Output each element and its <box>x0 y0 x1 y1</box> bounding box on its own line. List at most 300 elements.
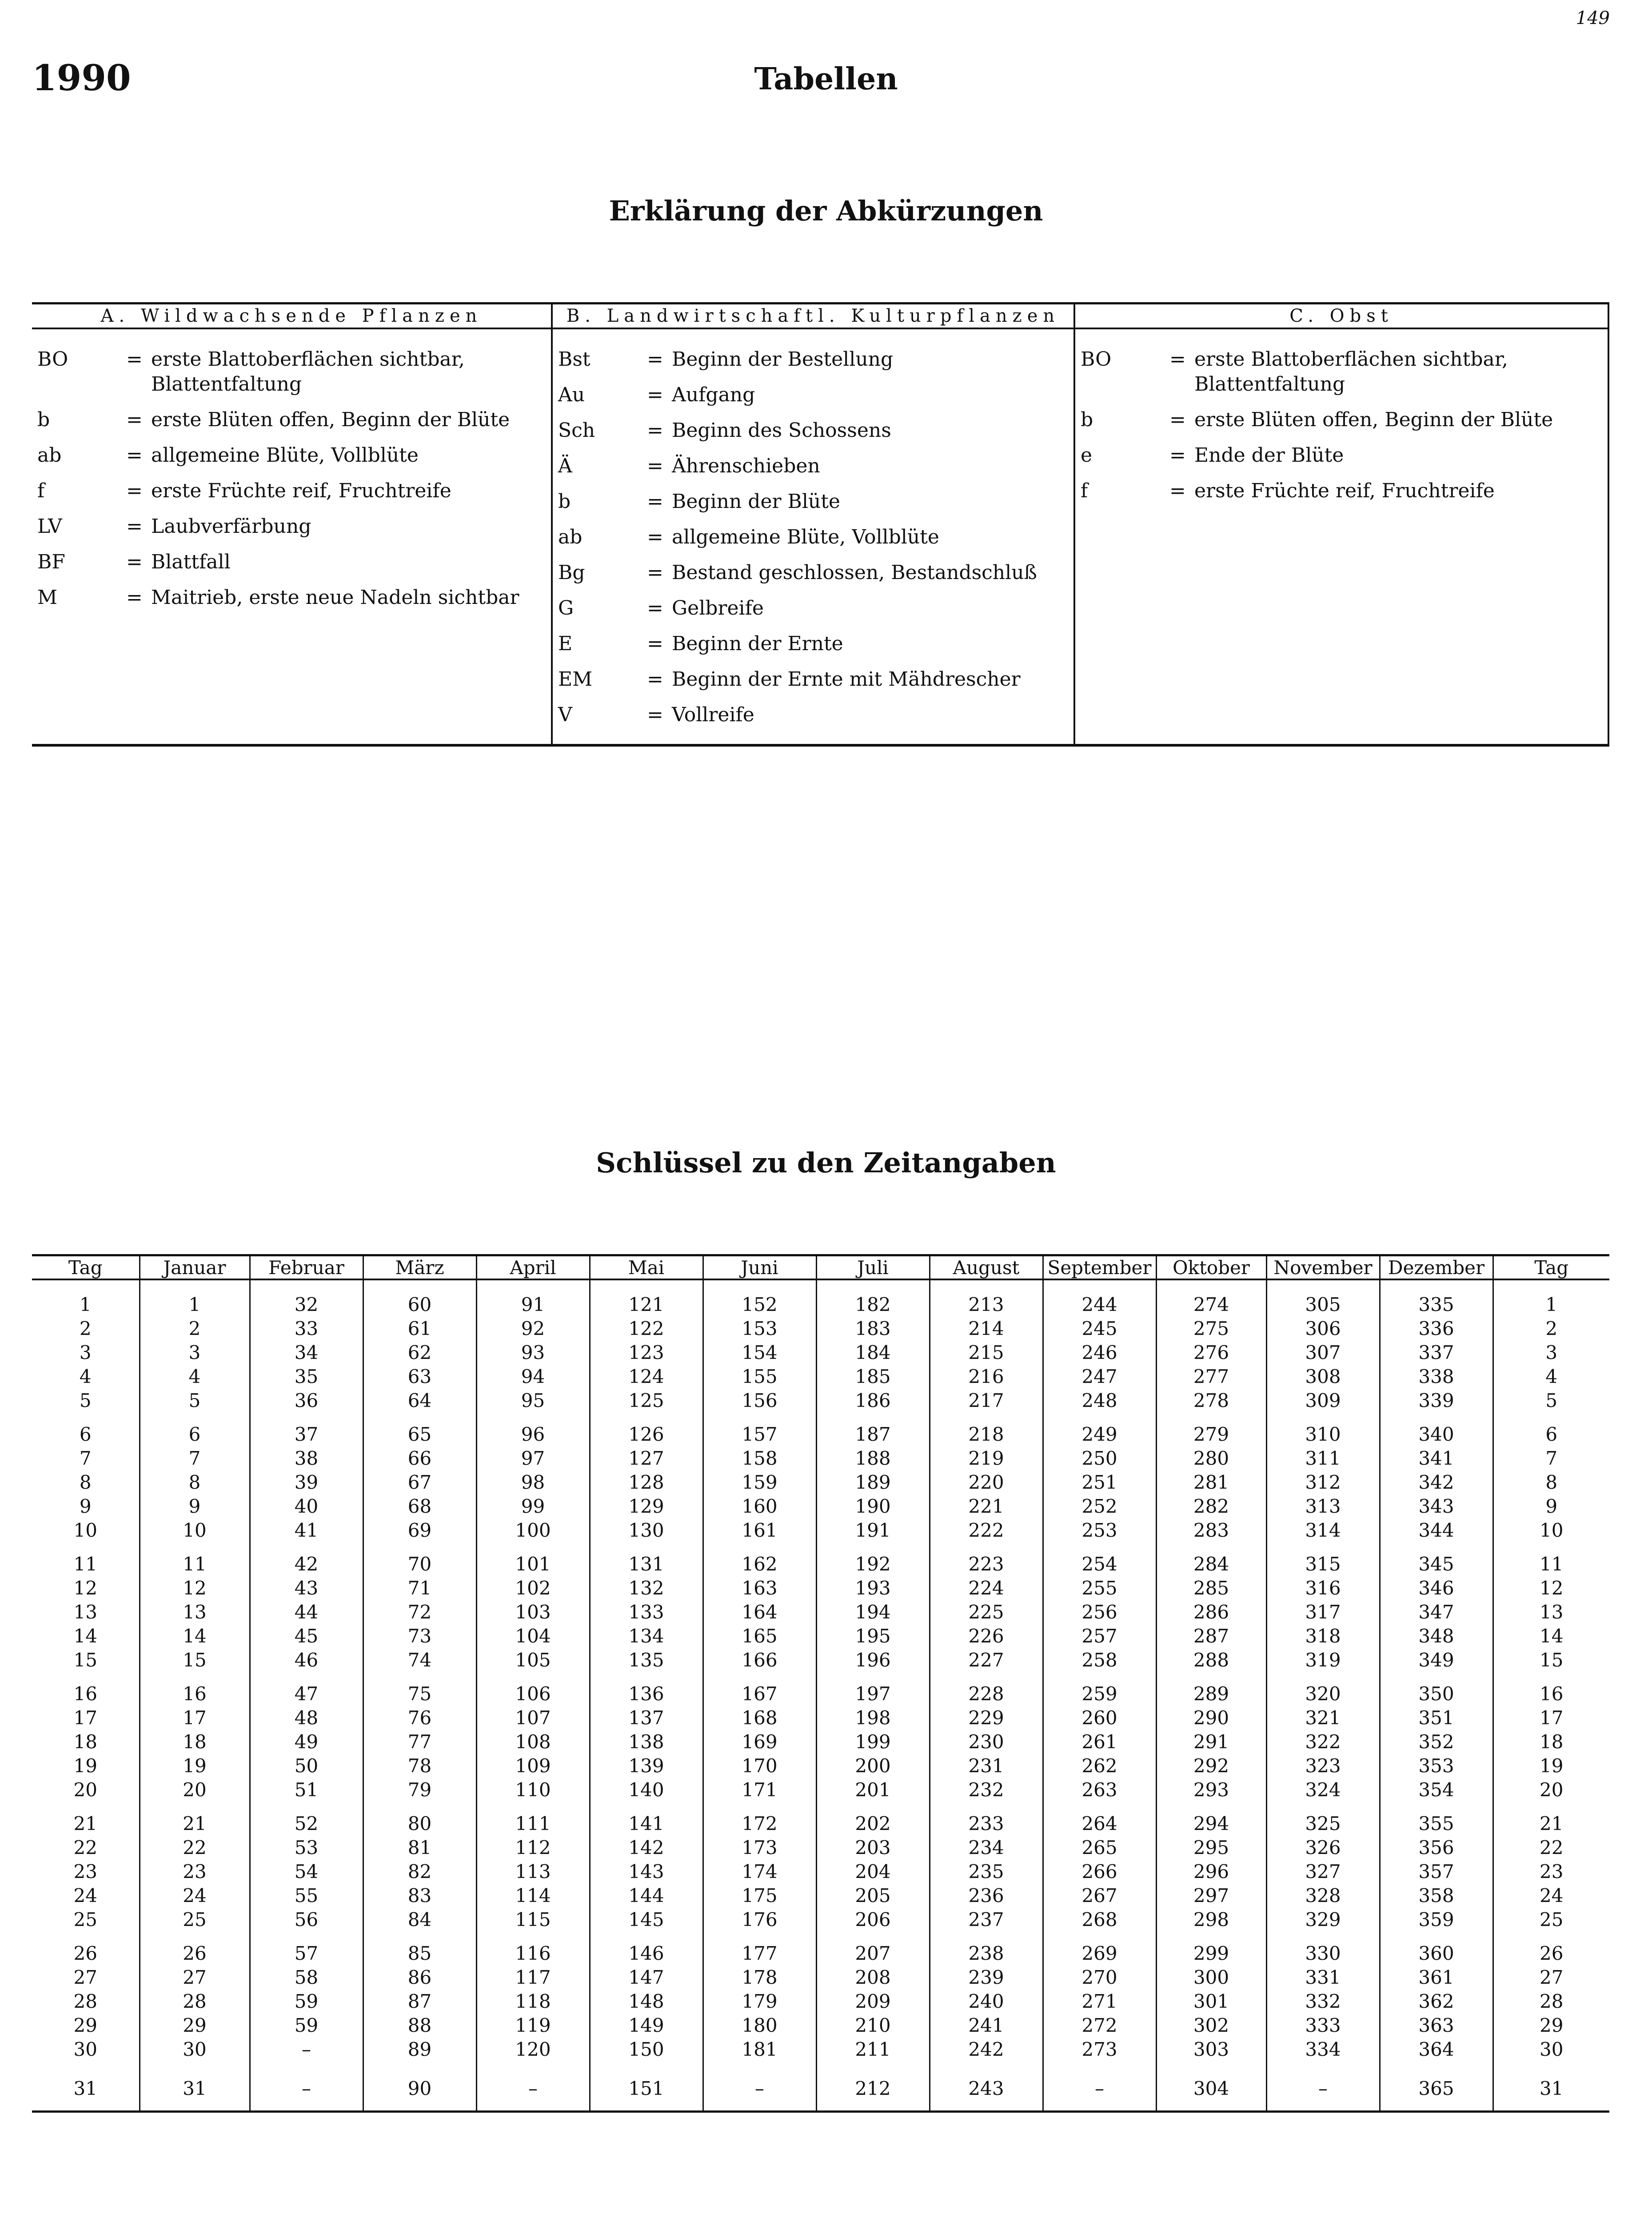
table-cell: 7 <box>140 1447 250 1471</box>
table-cell: 59 <box>250 2014 363 2038</box>
table-header-cell: Dezember <box>1380 1255 1493 1280</box>
table-cell: 19 <box>1493 1754 1609 1778</box>
abbreviation-entry <box>553 560 1073 585</box>
table-cell: 149 <box>590 2014 703 2038</box>
table-cell: 335 <box>1380 1279 1493 1317</box>
table-cell: 28 <box>1493 1990 1609 2014</box>
table-cell: 148 <box>590 1990 703 2014</box>
table-cell: 116 <box>476 1932 590 1966</box>
table-cell: 86 <box>363 1966 476 1990</box>
table-cell: 29 <box>140 2014 250 2038</box>
table-cell: 138 <box>590 1730 703 1754</box>
table-cell: 26 <box>73 1942 97 1964</box>
table-cell: 207 <box>816 1932 930 1966</box>
table-cell: 171 <box>703 1778 816 1802</box>
table-cell: 127 <box>590 1447 703 1471</box>
abbreviation-entry <box>553 489 1073 514</box>
table-cell: 143 <box>590 1860 703 1884</box>
table-cell: 92 <box>476 1317 590 1341</box>
table-cell: 22 <box>1493 1836 1609 1860</box>
table-cell: 349 <box>1380 1648 1493 1672</box>
table-cell: 108 <box>476 1730 590 1754</box>
table-cell: 318 <box>1266 1624 1380 1648</box>
table-cell: 256 <box>1043 1600 1156 1624</box>
table-cell: 19 <box>73 1755 97 1777</box>
table-cell: 158 <box>703 1447 816 1471</box>
table-cell: 200 <box>816 1754 930 1778</box>
abbreviation-code: EM <box>558 668 593 691</box>
table-cell: 215 <box>930 1341 1043 1365</box>
table-cell: 254 <box>1043 1543 1156 1576</box>
table-cell: 18 <box>140 1730 250 1754</box>
table-cell: 62 <box>363 1341 476 1365</box>
table-cell: 23 <box>73 1861 97 1882</box>
table-cell: 180 <box>703 2014 816 2038</box>
table-cell: 247 <box>1043 1365 1156 1389</box>
table-cell: 15 <box>140 1648 250 1672</box>
abbreviation-meaning: Blattfall <box>151 551 231 573</box>
table-cell: 88 <box>363 2014 476 2038</box>
table-cell: 240 <box>930 1990 1043 2014</box>
abbreviation-entry <box>32 408 551 432</box>
abbreviation-meaning: Beginn der Ernte <box>672 632 843 655</box>
table-cell: 35 <box>250 1365 363 1389</box>
table-header-cell: April <box>476 1255 590 1280</box>
table-cell: 332 <box>1266 1990 1380 2014</box>
abbreviation-meaning: Beginn der Blüte <box>672 490 840 513</box>
table-cell: 20 <box>140 1778 250 1802</box>
table-cell: 364 <box>1380 2038 1493 2062</box>
table-cell: 319 <box>1266 1648 1380 1672</box>
table-cell: 38 <box>250 1447 363 1471</box>
table-cell: 304 <box>1156 2062 1266 2112</box>
table-row <box>32 1341 1609 1365</box>
table-cell: 103 <box>476 1600 590 1624</box>
table-row <box>32 1802 1609 1836</box>
table-cell: 246 <box>1043 1341 1156 1365</box>
table-cell: 182 <box>816 1279 930 1317</box>
abbreviation-entry <box>553 703 1073 727</box>
table-cell: 236 <box>930 1884 1043 1908</box>
table-cell: 354 <box>1380 1778 1493 1802</box>
abbreviations-column-fruit <box>1073 304 1608 744</box>
equals-sign: = <box>126 480 143 502</box>
table-cell: 298 <box>1156 1908 1266 1932</box>
table-cell: 27 <box>140 1966 250 1990</box>
table-cell: 67 <box>363 1471 476 1495</box>
table-cell: 85 <box>363 1932 476 1966</box>
table-cell: 156 <box>703 1389 816 1413</box>
table-cell: 115 <box>476 1908 590 1932</box>
table-cell: 359 <box>1380 1908 1493 1932</box>
table-cell: 231 <box>930 1754 1043 1778</box>
table-cell: 165 <box>703 1624 816 1648</box>
table-cell: 266 <box>1043 1860 1156 1884</box>
table-cell: 26 <box>1493 1932 1609 1966</box>
table-cell: 50 <box>250 1754 363 1778</box>
table-cell: 51 <box>250 1778 363 1802</box>
table-cell: 5 <box>140 1389 250 1413</box>
table-cell: 83 <box>363 1884 476 1908</box>
table-row <box>32 1576 1609 1600</box>
table-cell: 12 <box>1493 1576 1609 1600</box>
table-cell: 242 <box>930 2038 1043 2062</box>
table-header-cell: Januar <box>140 1255 250 1280</box>
table-cell: 163 <box>703 1576 816 1600</box>
table-cell: 47 <box>250 1672 363 1706</box>
table-cell: 340 <box>1380 1413 1493 1447</box>
table-cell: 202 <box>816 1802 930 1836</box>
table-cell: 22 <box>73 1837 97 1858</box>
abbreviation-code: G <box>558 597 574 619</box>
table-cell: 262 <box>1043 1754 1156 1778</box>
table-row <box>32 2062 1609 2112</box>
table-cell: 220 <box>930 1471 1043 1495</box>
table-cell: 31 <box>73 2078 97 2099</box>
abbreviation-entry <box>32 514 551 539</box>
table-cell: 17 <box>73 1707 97 1729</box>
table-cell: 94 <box>476 1365 590 1389</box>
table-cell: 172 <box>703 1802 816 1836</box>
table-cell: 17 <box>140 1706 250 1730</box>
table-cell: 33 <box>250 1317 363 1341</box>
table-cell: 63 <box>363 1365 476 1389</box>
table-cell: 311 <box>1266 1447 1380 1471</box>
table-cell: 77 <box>363 1730 476 1754</box>
table-cell: 27 <box>1493 1966 1609 1990</box>
table-cell: 16 <box>73 1683 97 1705</box>
table-cell: 273 <box>1043 2038 1156 2062</box>
table-cell: 329 <box>1266 1908 1380 1932</box>
table-header-cell: September <box>1043 1255 1156 1280</box>
equals-sign: = <box>647 455 663 477</box>
abbreviation-meaning: erste Blüten offen, Beginn der Blüte <box>151 408 510 431</box>
table-row <box>32 1389 1609 1413</box>
table-cell: 360 <box>1380 1932 1493 1966</box>
table-row <box>32 1754 1609 1778</box>
table-cell: 278 <box>1156 1389 1266 1413</box>
table-cell: 268 <box>1043 1908 1156 1932</box>
table-cell: 190 <box>816 1495 930 1519</box>
table-cell: 72 <box>363 1600 476 1624</box>
table-cell: 271 <box>1043 1990 1156 2014</box>
table-cell: 173 <box>703 1836 816 1860</box>
table-cell: 306 <box>1266 1317 1380 1341</box>
table-cell: 263 <box>1043 1778 1156 1802</box>
table-cell: 13 <box>1493 1600 1609 1624</box>
table-cell: 112 <box>476 1836 590 1860</box>
abbreviations-heading: Erklärung der Abkürzungen <box>609 195 1043 227</box>
table-cell: 317 <box>1266 1600 1380 1624</box>
table-cell: 74 <box>363 1648 476 1672</box>
table-header-cell: Tag <box>32 1255 140 1280</box>
table-cell: 80 <box>363 1802 476 1836</box>
abbreviation-code: BO <box>37 348 68 371</box>
table-cell: 244 <box>1043 1279 1156 1317</box>
table-cell: 42 <box>250 1543 363 1576</box>
table-cell: 41 <box>250 1519 363 1543</box>
abbreviation-code: b <box>558 490 571 513</box>
abbreviation-entry <box>553 418 1073 443</box>
table-cell: 322 <box>1266 1730 1380 1754</box>
table-cell: 37 <box>250 1413 363 1447</box>
table-cell: 276 <box>1156 1341 1266 1365</box>
table-cell: 91 <box>476 1279 590 1317</box>
table-cell: 131 <box>590 1543 703 1576</box>
abbreviation-code: BF <box>37 551 65 573</box>
table-cell: 65 <box>363 1413 476 1447</box>
table-row <box>32 1966 1609 1990</box>
equals-sign: = <box>126 551 143 573</box>
table-cell: 211 <box>816 2038 930 2062</box>
table-cell: 8 <box>1493 1471 1609 1495</box>
table-cell: 261 <box>1043 1730 1156 1754</box>
table-cell: 188 <box>816 1447 930 1471</box>
abbreviation-code: b <box>1081 408 1093 431</box>
abbreviation-code: E <box>558 632 573 655</box>
table-cell: 96 <box>476 1413 590 1447</box>
table-cell: – <box>250 2038 363 2062</box>
table-cell: 10 <box>1493 1519 1609 1543</box>
table-cell: 4 <box>79 1366 92 1387</box>
abbreviation-code: ab <box>558 526 583 548</box>
table-cell: 245 <box>1043 1317 1156 1341</box>
equals-sign: = <box>126 515 143 538</box>
table-cell: 177 <box>703 1932 816 1966</box>
table-cell: 321 <box>1266 1706 1380 1730</box>
abbreviation-meaning: Gelbreife <box>672 597 764 619</box>
section-title: Tabellen <box>754 61 898 97</box>
table-cell: 357 <box>1380 1860 1493 1884</box>
table-cell: 53 <box>250 1836 363 1860</box>
table-cell: 313 <box>1266 1495 1380 1519</box>
table-cell: 71 <box>363 1576 476 1600</box>
table-cell: 3 <box>140 1341 250 1365</box>
table-cell: 284 <box>1156 1543 1266 1576</box>
table-cell: 338 <box>1380 1365 1493 1389</box>
equals-sign: = <box>647 490 663 513</box>
table-cell: 14 <box>1493 1624 1609 1648</box>
abbreviation-meaning: erste Blüten offen, Beginn der Blüte <box>1194 408 1553 431</box>
table-cell: 3 <box>79 1342 92 1363</box>
table-cell: 4 <box>1493 1365 1609 1389</box>
table-cell: 93 <box>476 1341 590 1365</box>
table-cell: 176 <box>703 1908 816 1932</box>
table-cell: 197 <box>816 1672 930 1706</box>
year-label: 1990 <box>32 57 131 99</box>
table-cell: 22 <box>140 1836 250 1860</box>
abbreviation-entry <box>1075 347 1608 397</box>
abbreviation-entry <box>553 454 1073 479</box>
table-cell: 152 <box>703 1279 816 1317</box>
table-cell: 66 <box>363 1447 476 1471</box>
table-row <box>32 1413 1609 1447</box>
table-cell: 214 <box>930 1317 1043 1341</box>
table-cell: 57 <box>250 1932 363 1966</box>
table-cell: 14 <box>73 1625 97 1647</box>
table-cell: 361 <box>1380 1966 1493 1990</box>
table-cell: 255 <box>1043 1576 1156 1600</box>
table-cell: 15 <box>73 1649 97 1671</box>
table-cell: 277 <box>1156 1365 1266 1389</box>
table-cell: 16 <box>140 1672 250 1706</box>
table-cell: 307 <box>1266 1341 1380 1365</box>
table-cell: 121 <box>590 1279 703 1317</box>
table-cell: 114 <box>476 1884 590 1908</box>
table-cell: 221 <box>930 1495 1043 1519</box>
abbreviation-meaning: erste Blattoberflächen sichtbar, Blattentfaltung <box>1194 348 1508 396</box>
table-cell: 362 <box>1380 1990 1493 2014</box>
table-row <box>32 1672 1609 1706</box>
table-cell: 274 <box>1156 1279 1266 1317</box>
table-cell: 58 <box>250 1966 363 1990</box>
table-cell: 275 <box>1156 1317 1266 1341</box>
table-cell: 55 <box>250 1884 363 1908</box>
table-cell: 356 <box>1380 1836 1493 1860</box>
table-cell: 29 <box>1493 2014 1609 2038</box>
table-cell: 210 <box>816 2014 930 2038</box>
table-cell: 24 <box>140 1884 250 1908</box>
table-cell: 226 <box>930 1624 1043 1648</box>
table-cell: 166 <box>703 1648 816 1672</box>
table-cell: 265 <box>1043 1836 1156 1860</box>
table-cell: 142 <box>590 1836 703 1860</box>
table-cell: 136 <box>590 1672 703 1706</box>
column-header: C. Obst <box>1075 304 1608 329</box>
table-cell: 238 <box>930 1932 1043 1966</box>
table-cell: 29 <box>73 2014 97 2036</box>
table-cell: 241 <box>930 2014 1043 2038</box>
table-row <box>32 1730 1609 1754</box>
abbreviation-entry <box>553 667 1073 692</box>
equals-sign: = <box>647 348 663 371</box>
table-cell: 107 <box>476 1706 590 1730</box>
table-cell: 11 <box>1493 1543 1609 1576</box>
table-cell: 157 <box>703 1413 816 1447</box>
table-cell: 101 <box>476 1543 590 1576</box>
table-cell: 14 <box>140 1624 250 1648</box>
table-cell: 140 <box>590 1778 703 1802</box>
table-cell: 330 <box>1266 1932 1380 1966</box>
table-cell: 365 <box>1380 2062 1493 2112</box>
abbreviation-entry <box>553 631 1073 656</box>
table-cell: 11 <box>73 1553 97 1575</box>
table-cell: 293 <box>1156 1778 1266 1802</box>
abbreviation-code: ab <box>37 444 62 467</box>
table-cell: 225 <box>930 1600 1043 1624</box>
equals-sign: = <box>647 526 663 548</box>
table-cell: 126 <box>590 1413 703 1447</box>
table-cell: 269 <box>1043 1932 1156 1966</box>
table-cell: 1 <box>1493 1279 1609 1317</box>
table-cell: 19 <box>140 1754 250 1778</box>
table-cell: 24 <box>1493 1884 1609 1908</box>
table-cell: 18 <box>1493 1730 1609 1754</box>
table-cell: 23 <box>140 1860 250 1884</box>
table-cell: – <box>476 2062 590 2112</box>
abbreviation-meaning: Beginn der Bestellung <box>672 348 894 371</box>
table-row <box>32 1471 1609 1495</box>
table-row <box>32 1908 1609 1932</box>
table-cell: 117 <box>476 1966 590 1990</box>
table-cell: 84 <box>363 1908 476 1932</box>
table-cell: 178 <box>703 1966 816 1990</box>
abbreviation-meaning: erste Früchte reif, Fruchtreife <box>151 480 451 502</box>
table-cell: 351 <box>1380 1706 1493 1730</box>
table-row <box>32 1990 1609 2014</box>
table-cell: 105 <box>476 1648 590 1672</box>
table-cell: 73 <box>363 1624 476 1648</box>
table-cell: 122 <box>590 1317 703 1341</box>
table-cell: 97 <box>476 1447 590 1471</box>
table-cell: 300 <box>1156 1966 1266 1990</box>
table-cell: 20 <box>73 1779 97 1801</box>
table-cell: 79 <box>363 1778 476 1802</box>
table-cell: 154 <box>703 1341 816 1365</box>
abbreviation-entry <box>1075 443 1608 468</box>
equals-sign: = <box>647 561 663 584</box>
table-cell: 358 <box>1380 1884 1493 1908</box>
table-row <box>32 1706 1609 1730</box>
table-cell: 134 <box>590 1624 703 1648</box>
table-cell: 44 <box>250 1600 363 1624</box>
table-cell: 106 <box>476 1672 590 1706</box>
abbreviation-meaning: erste Blattoberflächen sichtbar, Blattentfaltung <box>151 348 465 396</box>
table-cell: 315 <box>1266 1543 1380 1576</box>
table-cell: 5 <box>79 1390 92 1411</box>
table-cell: 146 <box>590 1932 703 1966</box>
table-cell: 15 <box>1493 1648 1609 1672</box>
table-cell: 250 <box>1043 1447 1156 1471</box>
table-cell: 193 <box>816 1576 930 1600</box>
table-row <box>32 1600 1609 1624</box>
table-cell: 28 <box>140 1990 250 2014</box>
abbreviation-meaning: erste Früchte reif, Fruchtreife <box>1194 480 1495 502</box>
table-cell: 348 <box>1380 1624 1493 1648</box>
table-cell: 333 <box>1266 2014 1380 2038</box>
abbreviation-entry <box>1075 408 1608 432</box>
abbreviation-code: LV <box>37 515 62 538</box>
table-cell: 128 <box>590 1471 703 1495</box>
table-header-cell: Tag <box>1493 1255 1609 1280</box>
table-cell: 272 <box>1043 2014 1156 2038</box>
table-cell: 209 <box>816 1990 930 2014</box>
table-cell: 23 <box>1493 1860 1609 1884</box>
table-cell: 12 <box>140 1576 250 1600</box>
table-cell: 137 <box>590 1706 703 1730</box>
table-cell: 185 <box>816 1365 930 1389</box>
table-cell: 7 <box>1493 1447 1609 1471</box>
abbreviation-code: f <box>1081 480 1088 502</box>
table-cell: 8 <box>79 1471 92 1493</box>
table-cell: 296 <box>1156 1860 1266 1884</box>
table-cell: 328 <box>1266 1884 1380 1908</box>
equals-sign: = <box>126 586 143 609</box>
abbreviation-entry <box>553 347 1073 372</box>
abbreviation-meaning: Beginn der Ernte mit Mähdrescher <box>672 668 1021 691</box>
table-cell: 289 <box>1156 1672 1266 1706</box>
table-cell: 237 <box>930 1908 1043 1932</box>
table-cell: 346 <box>1380 1576 1493 1600</box>
table-cell: 17 <box>1493 1706 1609 1730</box>
table-cell: 204 <box>816 1860 930 1884</box>
table-cell: 9 <box>140 1495 250 1519</box>
table-cell: 82 <box>363 1860 476 1884</box>
table-cell: 235 <box>930 1860 1043 1884</box>
table-cell: 186 <box>816 1389 930 1413</box>
table-cell: 336 <box>1380 1317 1493 1341</box>
abbreviation-code: e <box>1081 444 1093 467</box>
